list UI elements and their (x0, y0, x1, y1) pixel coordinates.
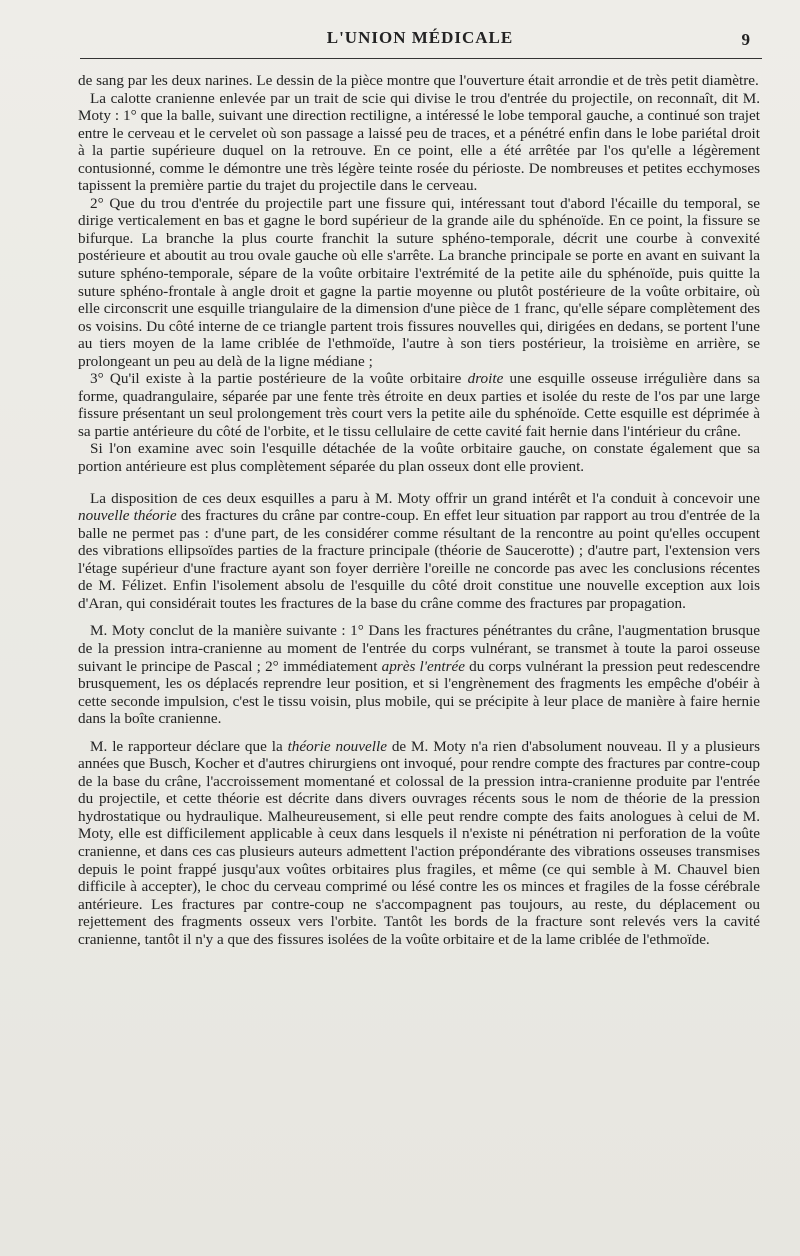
paragraph-8-text-a: M. le rapporteur déclare que la (90, 737, 288, 755)
paragraph-7-text-a: M. Moty conclut de la manière suivante : 1° Dans les fractures pénétrantes du crâne, l'augmentation brusque de la pression intra-cranienne au moment de l'entrée du corps vulnérant, se transmet à toute la paroi osseuse suivant le principe de Pascal ; 2° immédiatement (78, 622, 760, 675)
page-header (80, 28, 760, 56)
paragraph-7-text-b: du corps vulnérant la pression peut redescendre brusquement, les os déplacés reprendre leur position, et si l'engrènement des fragments les empêche d'obéir à cette seconde impulsion, c'est le tissu voisin, plus mobile, qui se précipite à leur place de manière à faire hernie dans la boîte cranienne. (78, 657, 760, 728)
paragraph-6 (78, 490, 760, 613)
paragraph-5: Si l'on examine avec soin l'esquille détachée de la voûte orbitaire gauche, on constate également que sa portion antérieure est plus complètement séparée du plan osseux dont elle provient. (78, 440, 760, 476)
paragraph-4 (78, 370, 760, 440)
paragraph-7-emphasis: après l'entrée (381, 657, 465, 675)
paragraph-4-emphasis: droite (467, 370, 504, 388)
page-number: 9 (741, 30, 750, 49)
running-title: L'UNION MÉDICALE (326, 28, 514, 47)
paragraph-6-emphasis: nouvelle théorie (78, 507, 177, 525)
paragraph-4-text-b: une esquille osseuse irrégulière dans sa forme, quadrangulaire, séparée par une fente très étroite en deux parties et isolée du reste de l'os par une large fissure présentant un seul prolongement très court vers la petite aile du sphénoïde. Cette esquille est déprimée à sa partie antérieure du côté de l'orbite, et le tissu cellulaire de cette cavité fait hernie dans l'intérieur du crâne. (78, 370, 760, 440)
paragraph-8-text-b: de M. Moty n'a rien d'absolument nouveau. Il y a plusieurs années que Busch, Kocher et d'autres chirurgiens ont invoqué, pour rendre compte des fractures par contre-coup de la base du crâne, l'accroissement momentané et colossal de la pression intra-cranienne produite par l'entrée du projectile, et cette théorie est décrite dans divers ouvrages récents sous le nom de théorie de la pression hydrostatique ou hydraulique. Malheureusement, si elle peut rendre compte des faits anologues à celui de M. Moty, elle est difficilement applicable à ceux dans lesquels il n'existe ni pénétration ni perforation de la voûte cranienne, et dans ces cas plusieurs auteurs admettent l'action prépondérante des vibrations osseuses transmises depuis le point frappé jusqu'aux voûtes orbitaires plus fragiles, et même (ce qui semble à M. Chauvel bien difficile à accepter), le choc du cerveau comprimé ou lésé contre les os minces et fragiles de la fosse cérébrale antérieure. Les fractures par contre-coup ne s'accompagnent pas toujours, au reste, du déplacement ou rejettement des fragments osseux vers l'orbite. Tantôt les bords de la fracture sont relevés vers la cavité cranienne, tantôt il n'y a que des fissures isolées de la voûte orbitaire et de la lame criblée de l'ethmoïde. (78, 737, 761, 948)
paragraph-3: 2° Que du trou d'entrée du projectile part une fissure qui, intéressant tout d'abord l'écaille du temporal, se dirige verticalement en bas et gagne le bord supérieur de la grande aile du sphénoïde. En ce point, la fissure se bifurque. La branche la plus courte franchit la suture sphéno-temporale, décrit une courbe à convexité postérieure et aboutit au trou ovale gauche où elle s'arrête. La branche principale se porte en avant en suivant la suture sphéno-temporale, sépare de la voûte orbitaire l'extrémité de la petite aile du sphénoïde, puis quitte la suture sphéno-frontale à angle droit et gagne la partie moyenne ou plutôt postérieure de la voûte orbitaire, où elle circonscrit une esquille triangulaire de la dimension d'une pièce de 1 franc, qu'elle sépare complètement des os voisins. Du côté interne de ce triangle partent trois fissures nouvelles qui, dirigées en dedans, se portent l'une au tiers moyen de la lame criblée de l'ethmoïde, l'autre à son tiers postérieur, la troisième en arrière, se prolongeant un peu au delà de la ligne médiane ; (78, 194, 760, 370)
paragraph-6-text-b: des fractures du crâne par contre-coup. En effet leur situation par rapport au trou d'entrée de la balle ne permet pas : d'une part, de les considérer comme résultant de la rencontre au point qu'elles occupent des vibrations ellipsoïdes parties de la fracture principale (théorie de Saucerotte) ; d'autre part, l'extension vers l'étage supérieur d'une fracture ayant son foyer derrière l'oreille ne concorde pas avec les conclusions récentes de M. Félizet. Enfin l'isolement absolu de l'esquille du côté droit constitue une nouvelle exception aux lois d'Aran, qui considérait toutes les fractures de la base du crâne comme des fractures par propagation. (78, 507, 760, 612)
paragraph-4-text-a: 3° Qu'il existe à la partie postérieure de la voûte orbitaire (90, 370, 468, 388)
paragraph-7 (78, 622, 760, 727)
header-rule (80, 58, 762, 59)
article-body (78, 72, 760, 948)
paragraph-8-emphasis: théorie nouvelle (287, 737, 387, 755)
paragraph-2: La calotte cranienne enlevée par un trait de scie qui divise le trou d'entrée du projectile, on reconnaît, dit M. Moty : 1° que la balle, suivant une direction rectiligne, a intéressé le lobe temporal gauche, a continué son trajet entre le cerveau et le cervelet où son passage a laissé peu de traces, et a pénétré enfin dans le lobe pariétal droit à la partie supérieure duquel on la retrouve. En ce point, elle a été arrêtée par l'os qu'elle a légèrement contusionné, comme le démontre une très légère teinte rosée du périoste. De nombreuses et petites ecchymoses tapissent la première partie du trajet du projectile dans le cerveau. (78, 89, 760, 195)
paragraph-1: de sang par les deux narines. Le dessin de la pièce montre que l'ouverture était arrondie et de très petit diamètre. (78, 72, 759, 89)
paragraph-8 (78, 738, 760, 949)
paragraph-6-text-a: La disposition de ces deux esquilles a paru à M. Moty offrir un grand intérêt et l'a conduit à concevoir une (90, 489, 760, 507)
